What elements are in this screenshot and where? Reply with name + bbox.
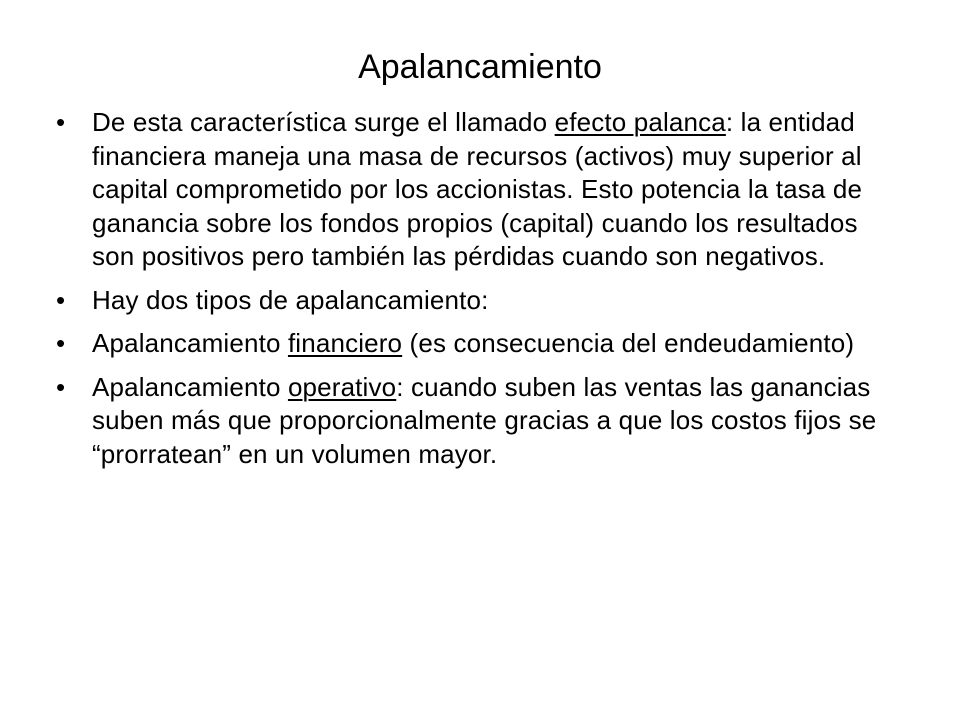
bullet-icon: • bbox=[56, 328, 66, 358]
bullet-icon: • bbox=[56, 107, 66, 137]
bullet-item-financiero bbox=[56, 327, 901, 361]
underlined-term: efecto palanca bbox=[554, 107, 726, 137]
bullet-text-pre: De esta característica surge el llamado bbox=[92, 107, 555, 137]
underlined-term: operativo bbox=[287, 371, 397, 402]
bullet-text-post: (es consecuencia del endeudamiento) bbox=[402, 328, 855, 358]
bullet-item-operativo bbox=[56, 371, 901, 472]
bullet-icon: • bbox=[56, 284, 66, 315]
bullet-text-post: : cuando suben las ventas las ganancias suben más que proporcionalmente gracias a que los costos fijos se “prorratean” en un volumen mayor. bbox=[92, 371, 877, 469]
bullet-item-tipos bbox=[56, 284, 901, 318]
underlined-term: financiero bbox=[287, 328, 403, 358]
bullet-text-post: : la entidad financiera maneja una masa de recursos (activos) muy superior al capital comprometido por los accionistas. Esto potencia la tasa de ganancia sobre los fondos propios (capital) cuando los resultados son positivos pero también las pérdidas cuando son negativos. bbox=[92, 107, 863, 271]
bullet-list bbox=[56, 106, 901, 481]
bullet-text-pre: Apalancamiento bbox=[92, 328, 288, 358]
bullet-text-pre: Apalancamiento bbox=[92, 371, 288, 402]
bullet-icon: • bbox=[56, 371, 66, 402]
slide-title: Apalancamiento bbox=[358, 48, 602, 86]
bullet-item-efecto-palanca bbox=[56, 106, 901, 274]
bullet-text: Hay dos tipos de apalancamiento: bbox=[92, 284, 489, 315]
